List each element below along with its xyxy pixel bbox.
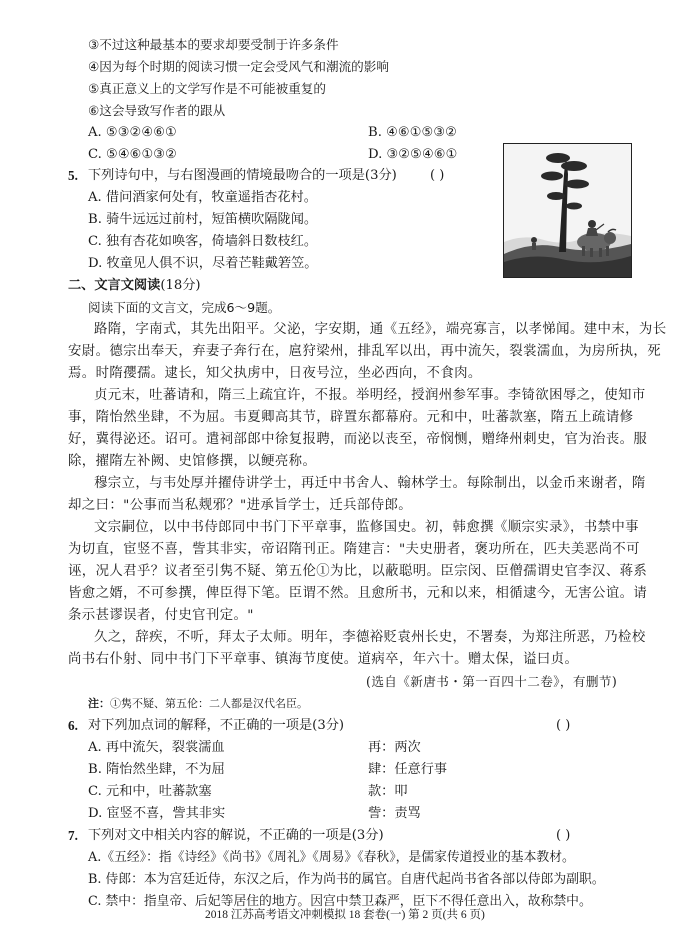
q4-choice-a[interactable]: A. ⑤③②④⑥① (88, 125, 177, 140)
q5-choice-b[interactable]: B. 骑牛远远过前村，短笛横吹隔陇闻。 (88, 212, 318, 227)
passage-line: 久之，辞疾，不听，拜太子太师。明年，李德裕贬袁州长史，不署奏，为郑注所恶，乃检校 (94, 630, 646, 645)
q7-choice-c[interactable]: C. 禁中：指皇帝、后妃等居住的地方。因宫中禁卫森严，臣下不得任意出入，故称禁中。 (88, 894, 592, 909)
q5-choice-d[interactable]: D. 牧童见人俱不识，尽着芒鞋戴箬笠。 (88, 256, 318, 271)
page-footer: 2018 江苏高考语文冲刺模拟 18 套卷(一) 第 2 页(共 6 页) (205, 909, 485, 921)
q7-stem: 下列对文中相关内容的解说，不正确的一项是(3分) (88, 828, 384, 843)
q6-choice-a[interactable]: A. 再中流矢，裂裳濡血 (88, 740, 225, 755)
section2-score: (18分) (160, 278, 201, 293)
passage-line: 诬，况人君乎？议者至引隽不疑、第五伦①为比，以蔽聪明。臣宗闵、臣僧孺谓史官李汉、蒋系 (68, 564, 648, 579)
q7-choice-a[interactable]: A.《五经》：指《诗经》《尚书》《周礼》《周易》《春秋》，是儒家传道授业的基本教材。 (88, 850, 575, 865)
passage-line: 除，擢隋左补阙、史馆修撰，以鲠亮称。 (68, 454, 317, 469)
passage-line: 好，冀得泌还。诏可。遣祠部郎中徐复报聘，而泌以丧至，帝悯恻，赠绛州刺史，官为治丧。服 (68, 432, 648, 447)
q6-stem: 对下列加点词的解释，不正确的一项是(3分) (88, 718, 345, 733)
passage-line: 为切直，宦竖不喜，訾其非实，帝诏隋刊正。隋建言："夫史册者，褒功所在，匹夫美恶尚不可 (68, 542, 640, 557)
sentence-option-3: ③不过这种最基本的要求却要受制于许多条件 (88, 37, 339, 52)
q6-choice-b-meaning: 肆：任意行事 (368, 762, 448, 777)
q6-choice-c[interactable]: C. 元和中，吐蕃款塞 (88, 784, 212, 799)
q7-choice-b[interactable]: B. 侍郎：本为宫廷近侍，东汉之后，作为尚书的属官。自唐代起尚书省各部以侍郎为副职。 (88, 872, 605, 887)
passage-line: 文宗嗣位，以中书侍郎同中书门下平章事，监修国史。初，韩愈撰《顺宗实录》，书禁中事 (94, 520, 639, 535)
q4-choice-c[interactable]: C. ⑤④⑥①③② (88, 147, 177, 162)
q6-choice-d-meaning: 訾：责骂 (368, 806, 421, 821)
q6-answer-paren[interactable]: ( ) (556, 718, 571, 733)
section2-title: 二、文言文阅读 (68, 278, 161, 293)
sentence-option-4: ④因为每个时期的阅读习惯一定会受风气和潮流的影响 (88, 59, 389, 74)
q5-stem: 下列诗句中，与右图漫画的情境最吻合的一项是(3分) (88, 168, 397, 183)
cowherd-illustration (503, 143, 632, 278)
q5-answer-paren[interactable]: ( ) (430, 168, 445, 183)
q6-choice-a-meaning: 再：两次 (368, 740, 421, 755)
q7-answer-paren[interactable]: ( ) (556, 828, 571, 843)
section2-heading (68, 275, 201, 297)
passage-line: 焉。时隋孾孺。逮长，知父执虏中，日夜号泣，坐必西向，不食肉。 (68, 366, 482, 381)
passage-line: 尚书右仆射、同中书门下平章事、镇海节度使。道病卒，年六十。赠太保，谥曰贞。 (68, 652, 579, 667)
passage-line: 事，隋怡然坐肆，不为屈。韦夏卿高其节，辟置东都幕府。元和中，吐蕃款塞，隋五上疏请修 (68, 410, 634, 425)
passage-note (88, 693, 308, 715)
q5-number: 5. (68, 168, 78, 183)
sentence-option-6: ⑥这会导致写作者的跟从 (88, 103, 226, 118)
passage-source: (选自《新唐书・第一百四十二卷》，有删节) (366, 674, 618, 689)
passage-line: 安尉。德宗出奉天，弃妻子奔行在，扈狩梁州，排乱军以出，再中流矢，裂裳濡血，为房所执，死 (68, 344, 661, 359)
note-label: 注： (88, 697, 110, 710)
q5-choice-a[interactable]: A. 借问酒家何处有，牧童遥指杏花村。 (88, 190, 317, 205)
q4-choice-b[interactable]: B. ④⑥①⑤③② (368, 125, 458, 140)
passage-line-underlined: 穆宗立，与韦处厚并擢侍讲学士，再迁中书舍人、翰林学士。每除制出，以金币来谢者，隋 (94, 476, 646, 491)
q7-number: 7. (68, 828, 78, 843)
passage-line: 皆愈之婿，不可参撰，俾臣得下笔。臣谓不然。且愈所书，元和以来，相循逮今，无害公谊。请 (68, 586, 648, 601)
q6-number: 6. (68, 718, 78, 733)
q6-choice-c-meaning: 款：叩 (368, 784, 408, 799)
q5-choice-c[interactable]: C. 独有杏花如唤客，倚墙斜日数枝红。 (88, 234, 318, 249)
q6-choice-d[interactable]: D. 宦竖不喜，訾其非实 (88, 806, 226, 821)
passage-line: 路隋，字南式，其先出阳平。父泌，字安期，通《五经》，端亮寡言，以孝悌闻。建中末，为长 (94, 322, 667, 337)
q4-choice-d[interactable]: D. ③②⑤④⑥① (368, 147, 458, 162)
pine-ox-drawing-icon (504, 144, 631, 277)
sentence-option-5: ⑤真正意义上的文学写作是不可能被重复的 (88, 81, 326, 96)
passage-line-underlined: 却之曰："公事而当私觌邪？"进承旨学士，迁兵部侍郎。 (68, 498, 413, 513)
note-text: ①隽不疑、第五伦：二人都是汉代名臣。 (110, 697, 308, 710)
q6-choice-b[interactable]: B. 隋怡然坐肆，不为屈 (88, 762, 225, 777)
passage-line: 条示甚谬误者，付史官刊定。" (68, 608, 254, 623)
reading-instruction: 阅读下面的文言文，完成6～9题。 (88, 300, 281, 315)
passage-line: 贞元末，吐蕃请和，隋三上疏宜许，不报。举明经，授润州参军事。李锜欲困辱之，使知市 (94, 388, 646, 403)
